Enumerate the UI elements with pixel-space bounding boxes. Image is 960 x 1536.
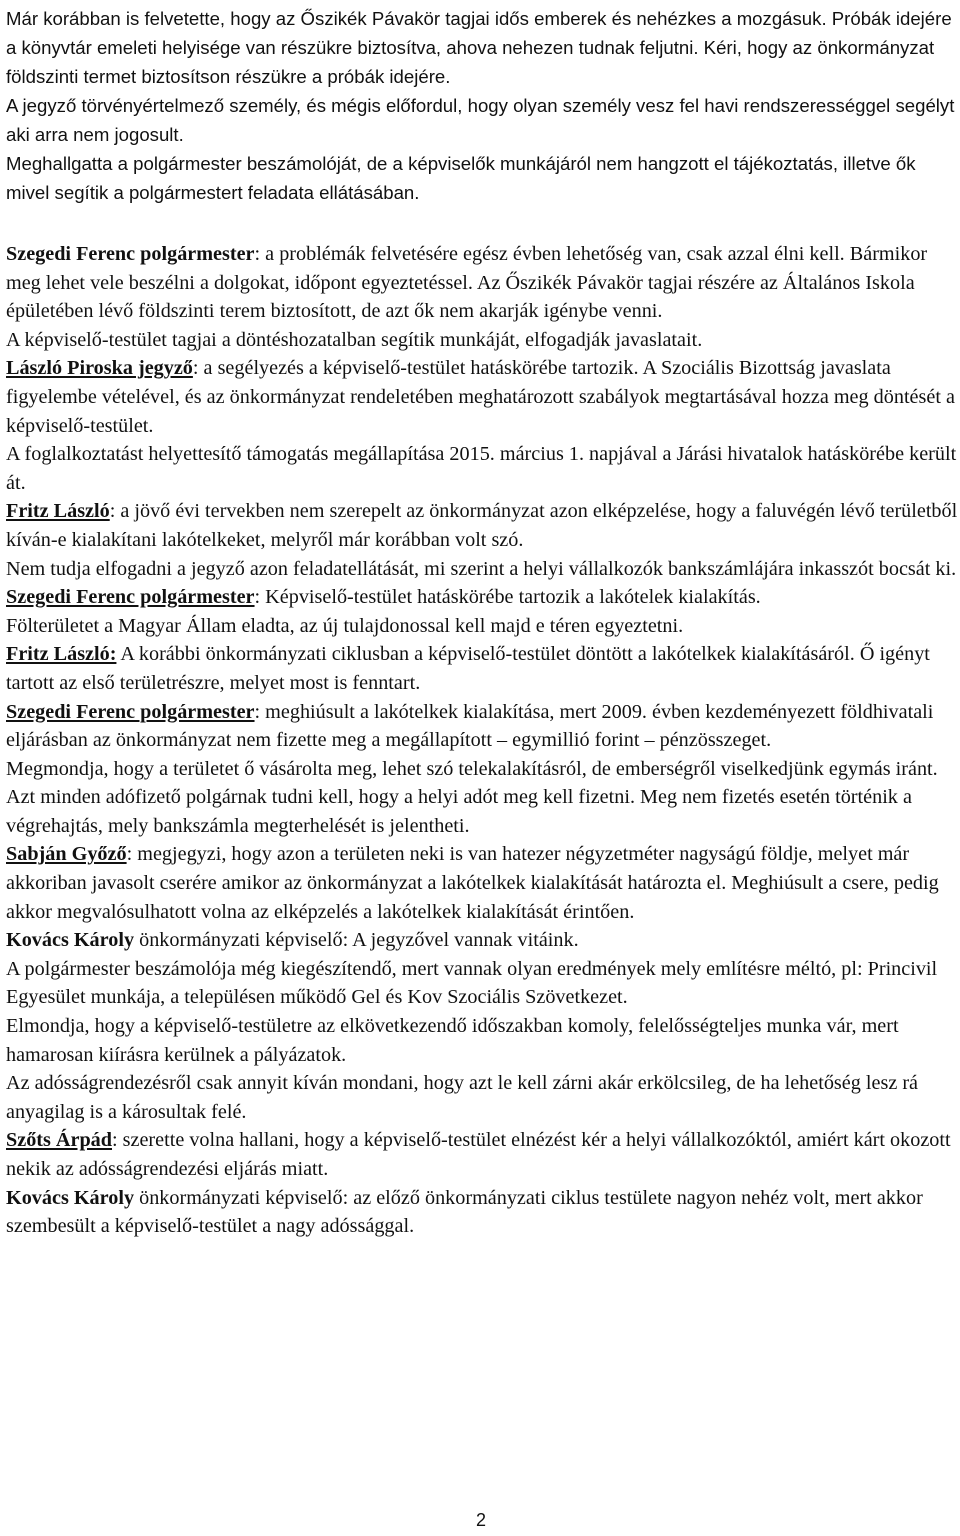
speaker-name: Kovács Károly bbox=[6, 1186, 135, 1209]
paragraph-text: : a segélyezés a képviselő-testület hatáskörébe tartozik. A Szociális Bizottság javaslata figyelembe vételével, és az önkormányzat rendeletében meghatározott szabályok megtartásával hozza meg döntését a képviselő-testület. bbox=[6, 357, 955, 437]
paragraph: Meghallgatta a polgármester beszámolóját, de a képviselők munkájáról nem hangzott el tájékoztatás, illetve ők mivel segítik a polgármestert feladata ellátásában. bbox=[6, 153, 916, 203]
speaker-paragraph bbox=[6, 698, 958, 755]
paragraph-text: : megjegyzi, hogy azon a területen neki is van hatezer négyzetméter nagyságú földje, melyet már akkoriban javasolt cserére amikor az önkormányzat a lakótelkek kialakítását határozta el. Meghiúsult a csere, pedig akkor megvalósulhatott volna az elképzelés a lakótelkek kialakítását érintően. bbox=[6, 843, 939, 923]
speaker-paragraph bbox=[6, 640, 958, 697]
paragraph-text: : a problémák felvetésére egész évben lehetőség van, csak azzal élni kell. Bármikor meg lehet vele beszélni a dolgokat, időpont egyeztetéssel. Az Őszikék Pávakör tagjai részére az Általános Iskola épületében lévő földszinti terem biztosított, de azt ők nem akarják igénybe venni. bbox=[6, 243, 928, 323]
paragraph bbox=[6, 440, 958, 497]
speaker-paragraph bbox=[6, 240, 958, 326]
paragraph bbox=[6, 1012, 958, 1069]
paragraph-text: Fölterületet a Magyar Állam eladta, az új tulajdonossal kell majd e téren egyeztetni. bbox=[6, 614, 684, 637]
paragraph-text: Az adósságrendezésről csak annyit kíván mondani, hogy azt le kell zárni akár erkölcsileg, de ha lehetőség lesz rá anyagilag is a károsultak felé. bbox=[6, 1072, 919, 1123]
paragraph bbox=[6, 755, 958, 784]
paragraph bbox=[6, 326, 958, 355]
speaker-paragraph bbox=[6, 354, 958, 440]
speaker-paragraph bbox=[6, 583, 958, 612]
paragraph-text: Megmondja, hogy a területet ő vásárolta meg, lehet szó telekalakításról, de emberségről viselkedjünk egymás iránt. bbox=[6, 757, 938, 780]
paragraph-text: Elmondja, hogy a képviselő-testületre az elkövetkezendő időszakban komoly, felelősségteljes munka vár, mert hamarosan kiírásra kerülnek a pályázatok. bbox=[6, 1015, 899, 1066]
paragraph-text: A foglalkoztatást helyettesítő támogatás megállapítása 2015. március 1. napjával a Járási hivatalok hatáskörébe került át. bbox=[6, 443, 957, 494]
paragraph-text: Azt minden adófizető polgárnak tudni kell, hogy a helyi adót meg kell fizetni. Meg nem fizetés esetén történik a végrehajtás, mely bankszámla megterhelését is jelentheti. bbox=[6, 786, 912, 837]
speaker-paragraph bbox=[6, 1184, 958, 1241]
paragraph bbox=[6, 783, 958, 840]
paragraph-text: A korábbi önkormányzati ciklusban a képviselő-testület döntött a lakótelkek kialakításáról. Ő igényt tartott az első területrészre, melyet most is fenntart. bbox=[6, 643, 930, 694]
speaker-name: Sabján Győző bbox=[6, 843, 127, 866]
paragraph: A jegyző törvényértelmező személy, és mégis előfordul, hogy olyan személy vesz fel havi rendszerességgel segélyt aki arra nem jogosult. bbox=[6, 95, 955, 145]
paragraph-text: : Képviselő-testület hatáskörébe tartozik a lakótelek kialakítás. bbox=[254, 586, 761, 609]
paragraph bbox=[6, 612, 958, 641]
paragraph: Már korábban is felvetette, hogy az Őszikék Pávakör tagjai idős emberek és nehézkes a mozgásuk. Próbák idejére a könyvtár emeleti helyisége van részükre biztosítva, ahova nehezen tudnak feljutni. Kéri, hogy az önkormányzat földszinti termet biztosítson részükre a próbák idejére. bbox=[6, 8, 952, 87]
opening-section bbox=[6, 4, 956, 207]
paragraph bbox=[6, 955, 958, 1012]
paragraph-text: A polgármester beszámolója még kiegészítendő, mert vannak olyan eredmények mely említésre méltó, pl: Princivil Egyesület munkája, a településen működő Gel és Kov Szociális Szövetkezet. bbox=[6, 957, 938, 1009]
speaker-name: Fritz László: bbox=[6, 643, 117, 666]
speaker-paragraph bbox=[6, 926, 958, 955]
speaker-name: Szőts Árpád bbox=[6, 1129, 112, 1152]
paragraph-text: A képviselő-testület tagjai a döntéshozatalban segítik munkáját, elfogadják javaslatait. bbox=[6, 328, 703, 351]
page-number: 2 bbox=[476, 1510, 487, 1530]
paragraph-text: : szerette volna hallani, hogy a képviselő-testület elnézést kér a helyi vállalkozóktól, amiért kárt okozott nekik az adósságrendezési eljárás miatt. bbox=[6, 1129, 951, 1180]
paragraph-text: : meghiúsult a lakótelkek kialakítása, mert 2009. évben kezdeményezett földhivatali eljárásban az önkormányzat nem fizette meg a megállapított – egymillió forint – pénzösszeget. bbox=[6, 700, 934, 752]
speaker-paragraph bbox=[6, 1126, 958, 1183]
paragraph-text: : a jövő évi tervekben nem szerepelt az önkormányzat azon elképzelése, hogy a faluvégén lévő területből kíván-e kialakítani lakótelkeket, melyről már korábban volt szó. bbox=[6, 500, 958, 551]
paragraph-text: önkormányzati képviselő: A jegyzővel vannak vitáink. bbox=[134, 929, 579, 952]
speaker-name: Kovács Károly bbox=[6, 929, 135, 952]
speaker-name: Fritz László bbox=[6, 500, 110, 523]
speaker-name: László Piroska jegyző bbox=[6, 357, 193, 380]
speaker-paragraph bbox=[6, 497, 958, 554]
minutes-section bbox=[6, 240, 958, 1241]
paragraph bbox=[6, 555, 958, 584]
speaker-name: Szegedi Ferenc polgármester bbox=[6, 243, 255, 265]
speaker-name: Szegedi Ferenc polgármester bbox=[6, 586, 255, 609]
paragraph-text: önkormányzati képviselő: az előző önkormányzati ciklus testülete nagyon nehéz volt, mert akkor szembesült a képviselő-testület a nagy adóssággal. bbox=[6, 1186, 923, 1238]
speaker-name: Szegedi Ferenc polgármester bbox=[6, 700, 255, 723]
paragraph-text: Nem tudja elfogadni a jegyző azon feladatellátását, mi szerint a helyi vállalkozók bankszámlájára inkasszót bocsát ki. bbox=[6, 557, 957, 580]
speaker-paragraph bbox=[6, 840, 958, 926]
paragraph bbox=[6, 1069, 958, 1126]
